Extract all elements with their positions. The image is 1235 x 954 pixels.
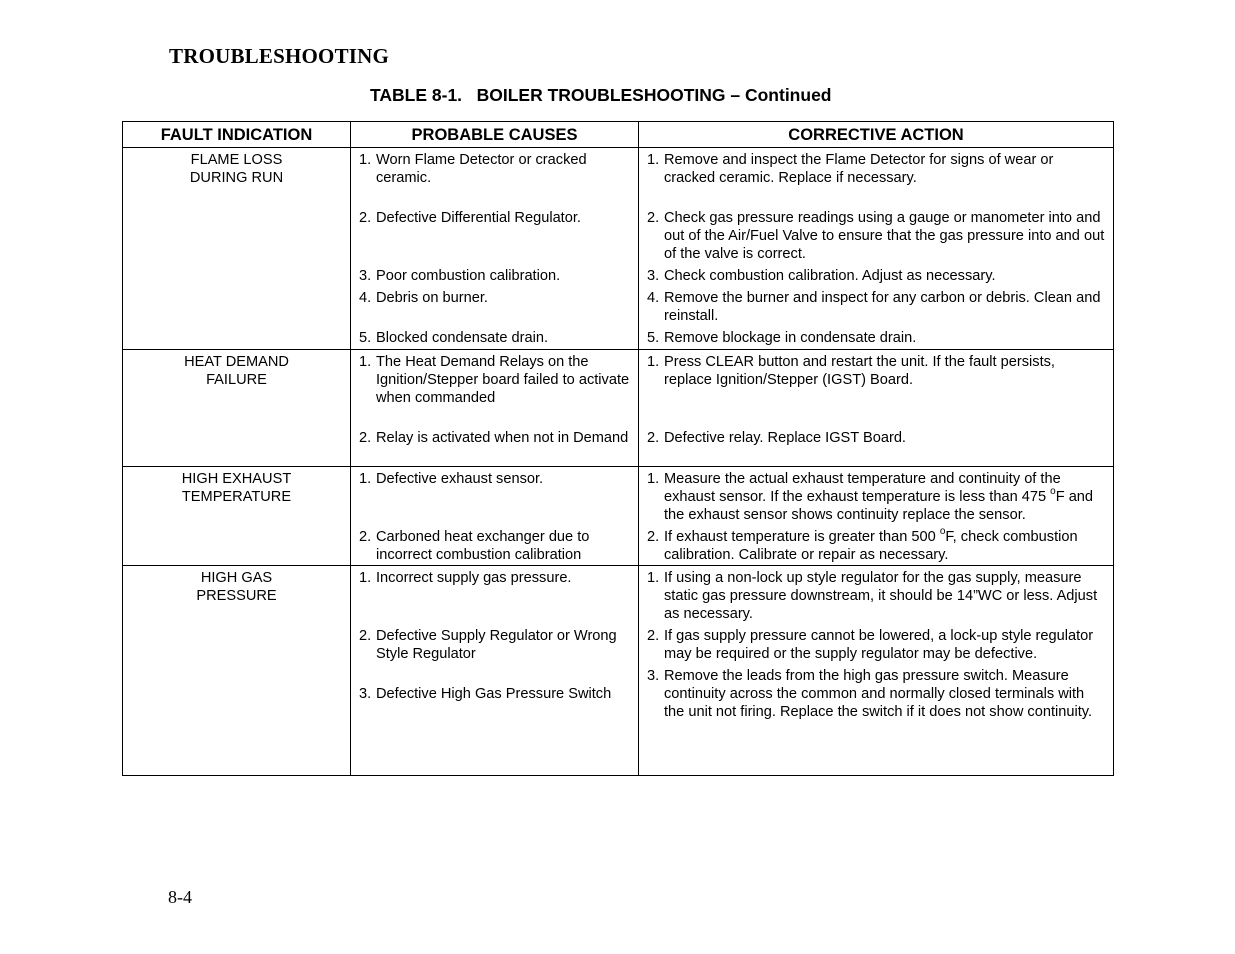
table-header-row	[123, 122, 1114, 148]
fault-label-line: PRESSURE	[196, 588, 277, 604]
cause-item: 5. Blocked condensate drain.	[359, 330, 548, 346]
fault-indication-cell	[123, 467, 351, 566]
cause-item: 1. Defective exhaust sensor.	[359, 471, 544, 487]
table-row	[123, 467, 1114, 566]
cause-item: 3. Poor combustion calibration.	[359, 268, 561, 284]
action-item: 2. If gas supply pressure cannot be lowered, a lock-up style regulator may be required or the supply regulator may be defective.	[647, 628, 1094, 662]
fault-label-line: FAILURE	[206, 372, 267, 388]
table-title: TABLE 8-1. BOILER TROUBLESHOOTING – Continued	[370, 85, 832, 105]
cause-item: 2. Relay is activated when not in Demand	[359, 430, 629, 446]
action-item: 5. Remove blockage in condensate drain.	[647, 330, 917, 346]
action-item: 1. Remove and inspect the Flame Detector for signs of wear or cracked ceramic. Replace if necessary.	[647, 152, 1054, 186]
table-row	[123, 350, 1114, 467]
action-item: 2. Check gas pressure readings using a gauge or manometer into and out of the Air/Fuel Valve to ensure that the gas pressure into and out of the valve is correct.	[647, 210, 1105, 262]
probable-causes-cell	[351, 467, 639, 566]
action-item: 3. Check combustion calibration. Adjust as necessary.	[647, 268, 996, 284]
probable-causes-cell	[351, 148, 639, 350]
table-row	[123, 566, 1114, 776]
corrective-action-cell	[639, 566, 1114, 776]
cause-item: 2. Defective Supply Regulator or Wrong Style Regulator	[359, 628, 617, 662]
cause-item: 1. Worn Flame Detector or cracked ceramic.	[359, 152, 587, 186]
action-item: 4. Remove the burner and inspect for any carbon or debris. Clean and reinstall.	[647, 290, 1101, 324]
column-header-causes: PROBABLE CAUSES	[351, 122, 639, 148]
corrective-action-cell	[639, 148, 1114, 350]
fault-label-line: TEMPERATURE	[181, 489, 292, 505]
fault-label-line: HEAT DEMAND	[184, 354, 289, 370]
section-title: TROUBLESHOOTING	[169, 44, 390, 68]
probable-causes-cell	[351, 566, 639, 776]
corrective-action-cell	[639, 467, 1114, 566]
fault-indication-cell	[123, 350, 351, 467]
action-item: 2. Defective relay. Replace IGST Board.	[647, 430, 906, 446]
page-number: 8-4	[168, 887, 192, 907]
troubleshooting-table	[122, 121, 1114, 776]
cause-item: 2. Defective Differential Regulator.	[359, 210, 581, 226]
fault-indication-cell	[123, 566, 351, 776]
probable-causes-cell	[351, 350, 639, 467]
cause-item: 4. Debris on burner.	[359, 290, 488, 306]
cause-item: 2. Carboned heat exchanger due to incorrect combustion calibration	[359, 529, 590, 563]
action-item: 3. Remove the leads from the high gas pressure switch. Measure continuity across the common and normally closed terminals with the unit not firing. Replace the switch if it does not show continuity.	[647, 668, 1093, 720]
fault-label-line: HIGH GAS	[200, 570, 273, 586]
table-row	[123, 148, 1114, 350]
corrective-action-cell	[639, 350, 1114, 467]
fault-indication-cell	[123, 148, 351, 350]
action-item: 1. If using a non-lock up style regulator for the gas supply, measure static gas pressure downstream, it should be 14”WC or less. Adjust as necessary.	[647, 570, 1098, 622]
cause-item: 1. Incorrect supply gas pressure.	[359, 570, 572, 586]
action-item: 2. If exhaust temperature is greater than 500 $^o$F, check combustion calibration. Calibrate or repair as necessary.	[647, 526, 1078, 563]
column-header-action: CORRECTIVE ACTION	[639, 122, 1114, 148]
action-item: 1. Press CLEAR button and restart the unit. If the fault persists, replace Ignition/Stepper (IGST) Board.	[647, 354, 1055, 388]
action-item: 1. Measure the actual exhaust temperature and continuity of the exhaust sensor. If the exhaust temperature is less than 475 $^o$F and the exhaust sensor shows continuity replace the sensor.	[647, 471, 1094, 523]
fault-label-line: HIGH EXHAUST	[181, 471, 292, 487]
cause-item: 1. The Heat Demand Relays on the Ignition/Stepper board failed to activate when commanded	[359, 354, 630, 406]
column-header-fault: FAULT INDICATION	[123, 122, 351, 148]
fault-label-line: DURING RUN	[189, 170, 284, 186]
cause-item: 3. Defective High Gas Pressure Switch	[359, 686, 612, 702]
fault-label-line: FLAME LOSS	[190, 152, 283, 168]
